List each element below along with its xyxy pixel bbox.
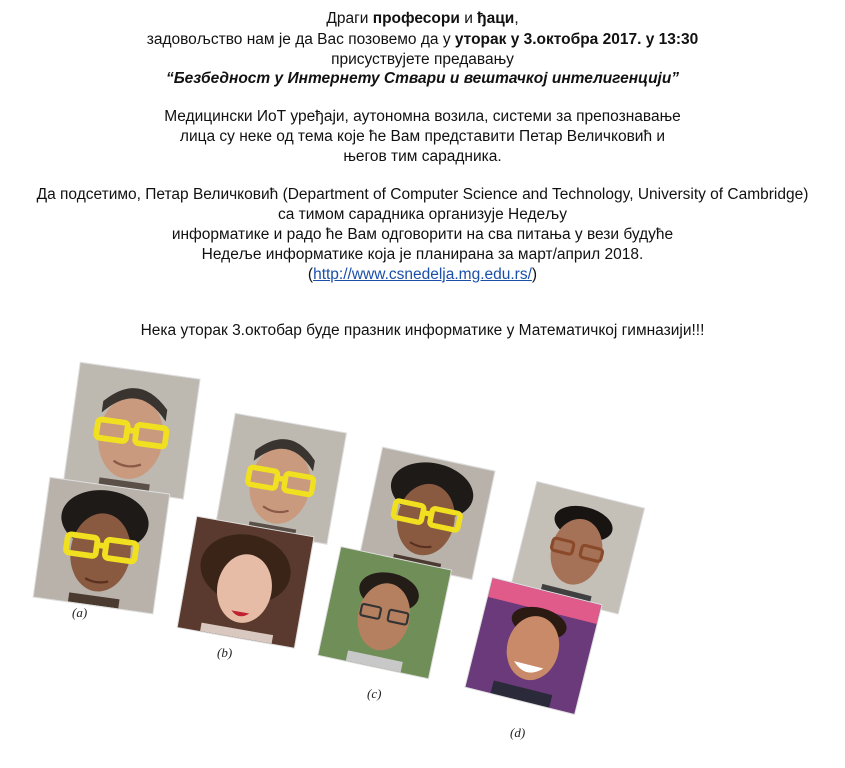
reminder-line-3: информатике и радо ће Вам одговорити на сва питања у вези будуће <box>171 226 674 243</box>
invite-text: задовољство нам је да Вас позовемо да у <box>146 31 455 48</box>
caption-c: (c) <box>367 686 382 701</box>
attend-line: присуствујете предавању <box>331 51 514 68</box>
face-photo-actress <box>178 517 314 648</box>
link-paren-open: ( <box>307 266 314 283</box>
face-photo-man-glasses <box>64 363 200 499</box>
greeting-text: Драги <box>326 10 373 27</box>
caption-a: (a) <box>72 605 88 620</box>
greeting-and: и <box>459 10 478 27</box>
face-photo-man-c <box>318 547 450 678</box>
caption-d: (d) <box>510 725 526 740</box>
caption-b: (b) <box>217 645 233 660</box>
event-datetime: уторак у 3.октобра 2017. у 13:30 <box>454 31 699 48</box>
lecture-title <box>0 70 845 88</box>
greeting <box>0 10 845 28</box>
topics-line-1: Медицински ИоТ уређаји, аутономна возила, системи за препознавање <box>164 108 681 125</box>
website-link[interactable]: http://www.csnedelja.mg.edu.rs/ <box>313 266 532 283</box>
topics-line-3: његов тим сарадника. <box>343 148 502 165</box>
link-paren-close: ) <box>531 266 538 283</box>
face-image-icon <box>64 363 200 499</box>
reminder-line-1: Да подсетимо, Петар Величковић (Department of Computer Science and Technology, University of Cambridge) <box>36 186 809 203</box>
face-image-icon <box>178 517 314 648</box>
website-line <box>0 266 845 284</box>
topics-line-2: лица су неке од тема које ће Вам представити Петар Величковић и <box>179 128 666 145</box>
greeting-comma: , <box>514 10 519 27</box>
reminder-line-2: са тимом сарадника организује Недељу <box>278 206 567 223</box>
face-image-icon <box>34 478 170 614</box>
greeting-professors: професори <box>372 10 460 27</box>
reminder-line-4: Недеље информатике која је планирана за март/април 2018. <box>201 246 644 263</box>
greeting-students: ђаци <box>477 10 515 27</box>
closing-line: Нека уторак 3.октобар буде празник информатике у Математичкој гимназији!!! <box>140 322 705 339</box>
invite-line <box>0 31 845 49</box>
face-photo-woman-glasses <box>34 478 170 614</box>
face-image-icon <box>318 547 450 678</box>
lecture-title-text: “Безбедност у Интернету Ствари и вештачкој интелигенцији” <box>165 70 680 87</box>
